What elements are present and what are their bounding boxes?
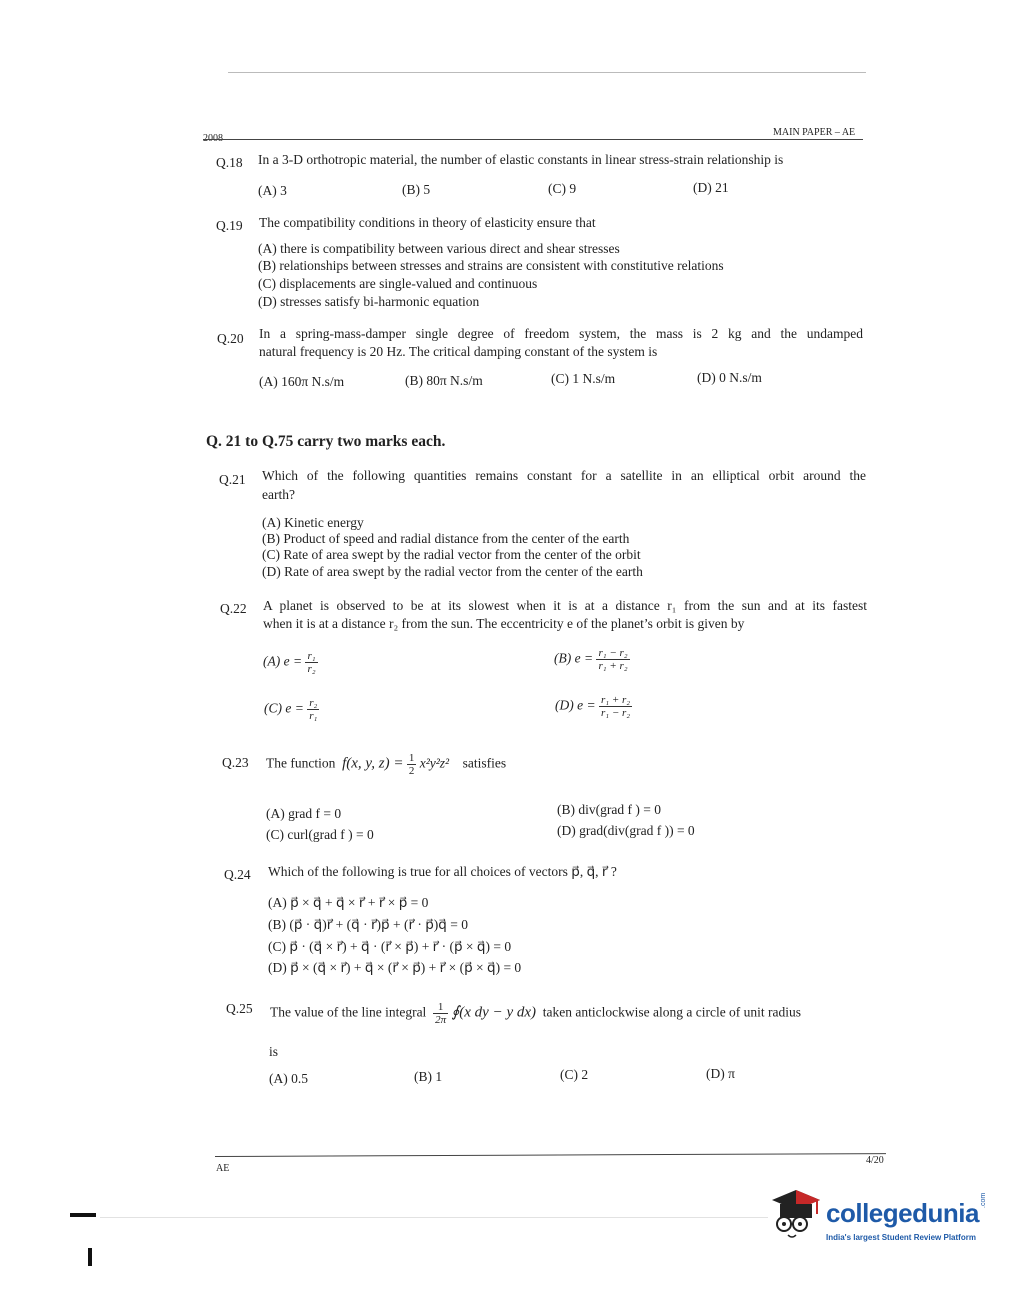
q23-option-b: (B) div(grad f ) = 0	[557, 802, 661, 817]
q25-option-d: (D) π	[706, 1066, 735, 1081]
q22-number: Q.22	[220, 601, 247, 616]
q21-option-c: (C) Rate of area swept by the radial vector from the center of the orbit	[262, 547, 641, 562]
footer-subject: AE	[216, 1163, 230, 1174]
q18-text: In a 3-D orthotropic material, the number of elastic constants in linear stress-strain relationship is	[258, 152, 784, 167]
q21-text-line1: Which of the following quantities remains constant for a satellite in an elliptical orbit around the	[262, 468, 866, 483]
q22-text-line1: A planet is observed to be at its slowest when it is at a distance r₁ from the sun and at its fastest	[263, 598, 867, 613]
q21-option-d: (D) Rate of area swept by the radial vector from the center of the earth	[262, 564, 643, 579]
q25-option-b: (B) 1	[414, 1069, 443, 1084]
q19-option-c: (C) displacements are single-valued and continuous	[258, 276, 538, 291]
q21-text-line2: earth?	[262, 487, 295, 502]
q21-number: Q.21	[219, 472, 246, 487]
q23-option-d: (D) grad(div(grad f )) = 0	[557, 823, 695, 838]
q25-number: Q.25	[226, 1001, 253, 1016]
collegedunia-mascot-icon	[766, 1186, 824, 1242]
q24-option-c: (C) p⃗ · (q⃗ × r⃗) + q⃗ · (r⃗ × p⃗) + r⃗ · (p⃗ × q⃗) = 0	[268, 939, 512, 954]
q18-option-a: (A) 3	[258, 183, 287, 198]
header-paper: MAIN PAPER – AE	[773, 127, 856, 138]
q22-option-c: (C) e = $\frac{\text{r₂}}{\text{r₁}}$	[264, 697, 318, 722]
q20-number: Q.20	[217, 331, 244, 346]
q20-option-c: (C) 1 N.s/m	[551, 371, 616, 386]
q24-option-a: (A) p⃗ × q⃗ + q⃗ × r⃗ + r⃗ × p⃗ = 0	[268, 895, 429, 910]
q22-option-a: (A) e = $\frac{\text{r₁}}{\text{r₂}}$	[263, 650, 316, 675]
q23-number: Q.23	[222, 755, 249, 770]
scan-top-line	[228, 72, 866, 73]
q24-number: Q.24	[224, 867, 251, 882]
header-rule	[203, 139, 863, 140]
q21-option-b: (B) Product of speed and radial distance from the center of the earth	[262, 531, 630, 546]
q20-option-a: (A) 160π N.s/m	[259, 374, 345, 389]
q20-option-d: (D) 0 N.s/m	[697, 370, 762, 385]
q18-option-b: (B) 5	[402, 182, 431, 197]
q19-option-d: (D) stresses satisfy bi-harmonic equation	[258, 294, 480, 309]
q24-option-b: (B) (p⃗ · q⃗)r⃗ + (q⃗ · r⃗)p⃗ + (r⃗ · p⃗)q⃗ = 0	[268, 917, 468, 932]
q18-option-c: (C) 9	[548, 181, 577, 196]
q18-number: Q.18	[216, 155, 243, 170]
q25-statement: The value of the line integral $\frac{1}{2\pi}$ ∮(x dy − y dx) taken anticlockwise along a circle of unit radius	[270, 1001, 802, 1026]
scan-bottom-line	[100, 1217, 768, 1218]
q19-option-a: (A) there is compatibility between various direct and shear stresses	[258, 241, 620, 256]
q19-option-b: (B) relationships between stresses and strains are consistent with constitutive relations	[258, 258, 724, 273]
q20-text-line1: In a spring-mass-damper single degree of freedom system, the mass is 2 kg and the undamped	[259, 326, 863, 341]
q25-option-c: (C) 2	[560, 1067, 589, 1082]
q23-statement: The function f(x, y, z) = $\frac{1}{2}$ x²y²z² satisfies	[266, 752, 507, 777]
q25-option-a: (A) 0.5	[269, 1071, 308, 1086]
q23-option-c: (C) curl(grad f ) = 0	[266, 827, 374, 842]
collegedunia-logo-com: .com	[980, 1192, 987, 1208]
q18-option-d: (D) 21	[693, 180, 729, 195]
q25-text-line2: is	[269, 1044, 279, 1059]
footer-rule	[215, 1153, 886, 1157]
q24-option-d: (D) p⃗ × (q⃗ × r⃗) + q⃗ × (r⃗ × p⃗) + r⃗ × (p⃗ × q⃗) = 0	[268, 960, 522, 975]
q19-number: Q.19	[216, 218, 243, 233]
q24-text: Which of the following is true for all choices of vectors p⃗, q⃗, r⃗ ?	[268, 864, 617, 879]
q20-text-line2: natural frequency is 20 Hz. The critical damping constant of the system is	[259, 344, 658, 359]
footer-page-number: 4/20	[866, 1155, 884, 1166]
q22-option-d: (D) e = $\frac{\text{r₁ + r₂}}{\text{r₁ − r₂}}$	[555, 694, 631, 719]
section-heading: Q. 21 to Q.75 carry two marks each.	[206, 433, 446, 450]
scan-mark-vertical	[88, 1248, 92, 1266]
q22-text-line2: when it is at a distance r₂ from the sun. The eccentricity e of the planet’s orbit is given by	[263, 616, 745, 631]
collegedunia-tagline: India's largest Student Review Platform	[826, 1233, 976, 1242]
scan-mark	[70, 1213, 96, 1217]
q19-text: The compatibility conditions in theory of elasticity ensure that	[259, 215, 596, 230]
collegedunia-logo-name: collegedunia	[826, 1198, 979, 1228]
q20-option-b: (B) 80π N.s/m	[405, 373, 483, 388]
q22-option-b: (B) e = $\frac{\text{r₁ − r₂}}{\text{r₁ + r₂}}$	[554, 647, 628, 672]
q21-option-a: (A) Kinetic energy	[262, 515, 364, 530]
q23-option-a: (A) grad f = 0	[266, 806, 342, 821]
